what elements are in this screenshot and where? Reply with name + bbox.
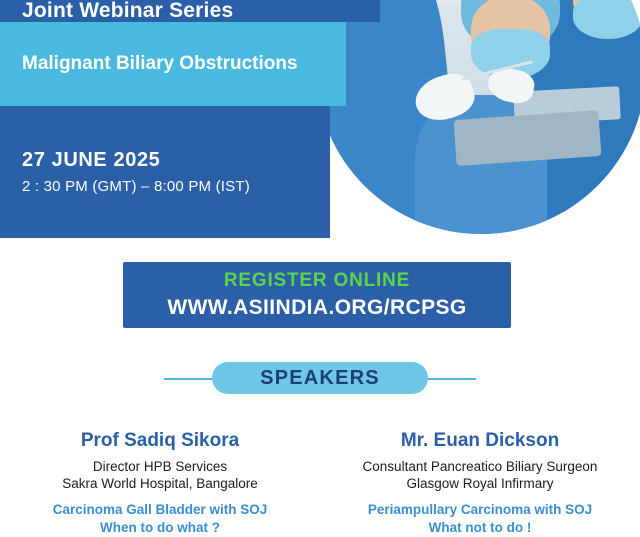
speaker-name: Mr. Euan Dickson bbox=[400, 430, 560, 451]
speaker-topic-line1: Periampullary Carcinoma with SOJ bbox=[367, 501, 593, 517]
speakers-heading: SPEAKERS bbox=[212, 362, 428, 394]
speaker-role: Consultant Pancreatico Biliary Surgeon bbox=[362, 458, 598, 474]
speaker-name: Prof Sadiq Sikora bbox=[80, 430, 240, 451]
speaker-topic-line2: When to do what ? bbox=[100, 520, 220, 536]
header-banner bbox=[0, 0, 640, 238]
webinar-topic: Malignant Biliary Obstructions bbox=[22, 53, 298, 74]
speaker-topic-line2: What not to do ! bbox=[428, 520, 532, 536]
register-url[interactable]: WWW.ASIINDIA.ORG/RCPSG bbox=[167, 296, 467, 319]
photo-illustration bbox=[316, 0, 640, 234]
series-title-band bbox=[0, 0, 380, 22]
event-date: 27 JUNE 2025 bbox=[22, 149, 161, 171]
event-times: 2 : 30 PM (GMT) – 8:00 PM (IST) bbox=[22, 178, 250, 195]
register-block[interactable] bbox=[123, 262, 511, 328]
operating-theatre-photo bbox=[316, 0, 640, 234]
speaker-role: Director HPB Services bbox=[92, 458, 228, 474]
series-title: Joint Webinar Series bbox=[22, 0, 234, 22]
date-band bbox=[0, 106, 330, 238]
speaker-card bbox=[0, 430, 320, 537]
speakers-list bbox=[0, 430, 640, 537]
speaker-organisation: Sakra World Hospital, Bangalore bbox=[62, 476, 258, 492]
speaker-topic-line1: Carcinoma Gall Bladder with SOJ bbox=[52, 501, 268, 517]
speaker-card bbox=[320, 430, 640, 537]
register-title: REGISTER ONLINE bbox=[223, 270, 411, 291]
topic-band bbox=[0, 22, 346, 106]
speaker-organisation: Glasgow Royal Infirmary bbox=[406, 476, 554, 492]
speakers-heading-row bbox=[0, 362, 640, 394]
